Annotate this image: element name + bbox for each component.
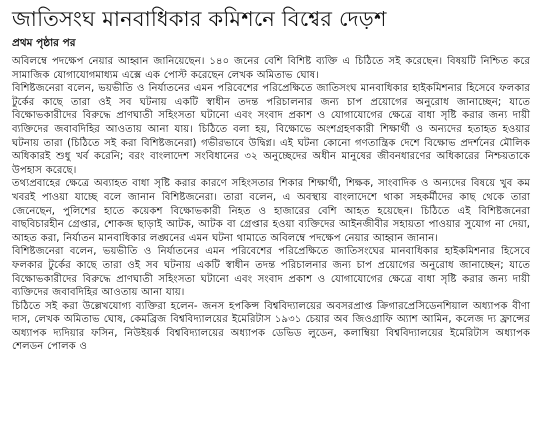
article-headline: জাতিসংঘ মানবাধিকার কমিশনে বিশ্বের দেড়শ [12, 7, 387, 31]
article-paragraph: তথ্যপ্রবাহের ক্ষেত্রে অব্যাহত বাধা সৃষ্টি করার কারণে সহিংসতার শিকার শিক্ষার্থী, শিক্ষক, সাংবাদিক ও অন্যদের বিষয়ে খুব কম খবরই পাওয়া যাচ্ছে বলে জানান বিশিষ্টজনেরা। তারা বলেন, এ অবস্থায় বাংলাদেশে থাকা সহকর্মীদের কাছ থেকে তারা জেনেছেন, পুলিশের হাতে কয়েকশ বিক্ষোভকারী নিহত ও হাজারের বেশি আহত হয়েছেন। চিঠিতে এই বিশিষ্টজনেরা বাছবিচারহীন গ্রেপ্তার, শোকজ ছাড়াই আটক, আটক বা গ্রেপ্তার হওয়া ব্যক্তিদের আইনজীবীর সহায়তা পাওয়ার সুযোগ না দেয়া, আহত করা, নির্যাতন মানবাধিকার লঙ্ঘনের এমন ঘটনা থামাতে অবিলম্বে পদক্ষেপ নেয়ার আহ্বান জানান। [12, 178, 530, 244]
article-paragraph: বিশিষ্টজনেরা বলেন, ভয়ভীতি ও নির্যাতনের এমন পরিবেশের পরিপ্রেক্ষিতে জাতিসংঘ মানবাধিকার হাইকমিশনার হিসেবে ফলকার টুর্কের কাছে তারা ওই সব ঘটনায় একটি স্বাধীন তদন্ত পরিচালনার জন্য চাপ প্রয়োগের অনুরোধ জানাচ্ছেন; যাতে বিক্ষোভকারীদের বিরুদ্ধে প্রাণঘাতী সহিংসতা ঘটানো এবং সংবাদ প্রকাশ ও যোগাযোগের ক্ষেত্রে বাধা সৃষ্টি করার জন্য দায়ী ব্যক্তিদের জবাবদিহির আওতায় আনা যায়। চিঠিতে বলা হয়, বিক্ষোভে অংশগ্রহণকারী শিক্ষার্থী ও অন্যদের হতাহত হওয়ার ঘটনায় তারা (চিঠিতে সই করা বিশিষ্টজনেরা) গভীরভাবে উদ্বিগ্ন। এই ঘটনা কোনো গণতান্ত্রিক দেশে বিক্ষোভ প্রদর্শনের মৌলিক অধিকারই শুধু খর্ব করেনি; বরং বাংলাদেশ সংবিধানের ৩২ অনুচ্ছেদের অধীন মানুষের জীবনধারণের অধিকারের নিশ্চয়তাকে উপহাস করেছে। [12, 83, 530, 176]
article-paragraph: চিঠিতে সই করা উল্লেখযোগ্য ব্যক্তিরা হলেন- জনস হপকিন্স বিশ্ববিদ্যালয়ের অবসরপ্রাপ্ত ক্রিগারপ্রেসিডেনশিয়াল অধ্যাপক বীণা দাস, লেখক অমিতাভ ঘোষ, কেমব্রিজ বিশ্ববিদ্যালয়ের ইমেরিটাস ১৯৩১ চেয়ার অব জিওগ্রাফি অ্যাশ আমিন, কলেজ দ্য ফ্রান্সের অধ্যাপক দ্যদিয়ার ফসিন, নিউইয়র্ক বিশ্ববিদ্যালয়ের অধ্যাপক ডেভিড লুডেন, কলাম্বিয়া বিশ্ববিদ্যালয়ের ইমেরিটাস অধ্যাপক শেলডন পোলক ও [12, 300, 530, 353]
article-paragraph: বিশিষ্টজনেরা বলেন, ভয়ভীতি ও নির্যাতনের এমন পরিবেশের পরিপ্রেক্ষিতে জাতিসংঘের মানবাধিকার হাইকমিশনার হিসেবে ফলকার টুর্কের কাছে তারা ওই সব ঘটনায় একটি স্বাধীন তদন্ত পরিচালনার জন্য চাপ প্রয়োগের অনুরোধ জানাচ্ছেন; যাতে বিক্ষোভকারীদের বিরুদ্ধে প্রাণঘাতী সহিংসতা ঘটানো এবং সংবাদ প্রকাশ ও যোগাযোগের ক্ষেত্রে বাধা সৃষ্টি করার জন্য দায়ী ব্যক্তিদের জবাবদিহির আওতায় আনা যায়। [12, 246, 530, 299]
article-body [12, 55, 530, 354]
continued-from-label: প্রথম পৃষ্ঠার পর [12, 37, 76, 49]
article-paragraph: অবিলম্বে পদক্ষেপ নেয়ার আহ্বান জানিয়েছেন। ১৪০ জনের বেশি বিশিষ্ট ব্যক্তি এ চিঠিতে সই করেছেন। বিষয়টি নিশ্চিত করে সামাজিক যোগাযোগমাধ্যম এক্সে এক পোস্ট করেছেন লেখক অমিতাভ ঘোষ। [12, 56, 530, 81]
